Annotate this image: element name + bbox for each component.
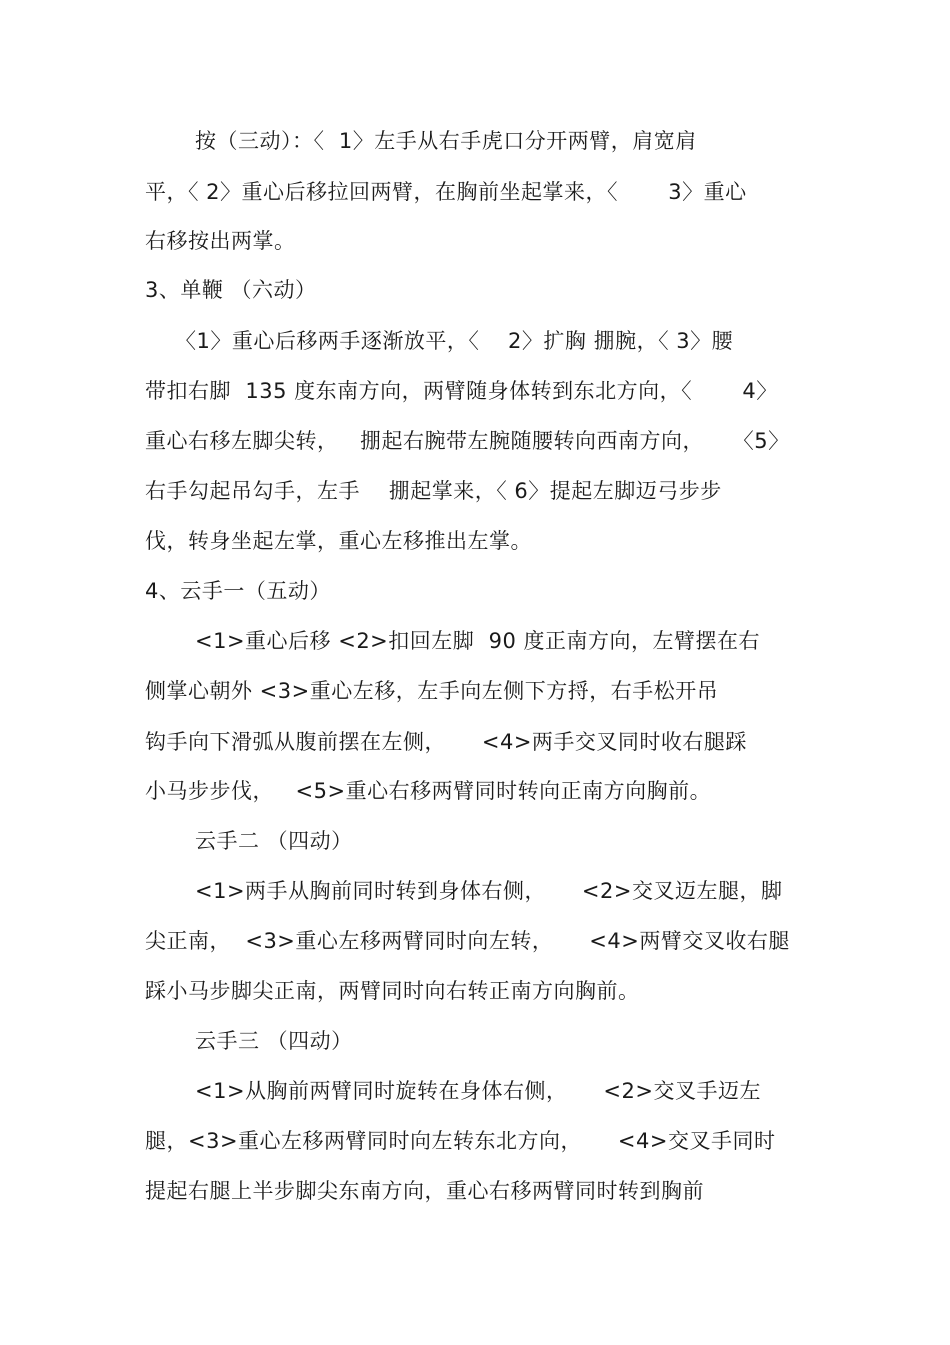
text-line-8: 右手勾起吊勾手，左手 掤起掌来，〈 6〉提起左脚迈弓步步 (145, 479, 722, 503)
text-line-20: <1>从胸前两臂同时旋转在身体右侧， <2>交叉手迈左 (195, 1079, 761, 1103)
text-line-11: <1>重心后移 <2>扣回左脚 90 度正南方向，左臂摆在右 (195, 629, 761, 653)
text-line-2: 平，〈 2〉重心后移拉回两臂，在胸前坐起掌来，〈 3〉重心 (145, 180, 747, 204)
text-line-12: 侧掌心朝外 <3>重心左移，左手向左侧下方捋，右手松开吊 (145, 679, 719, 703)
text-line-22: 提起右腿上半步脚尖东南方向，重心右移两臂同时转到胸前 (145, 1179, 704, 1203)
section-heading-single-whip: 3、单鞭 （六动） (145, 278, 317, 302)
text-line-17: 尖正南， <3>重心左移两臂同时向左转， <4>两臂交叉收右腿 (145, 929, 790, 953)
text-line-6: 带扣右脚 135 度东南方向，两臂随身体转到东北方向，〈 4〉 (145, 379, 778, 403)
section-heading-cloud-hands-2: 云手二 （四动） (195, 829, 353, 853)
text-line-13: 钩手向下滑弧从腹前摆在左侧， <4>两手交叉同时收右腿踩 (145, 730, 747, 754)
text-line-16: <1>两手从胸前同时转到身体右侧， <2>交叉迈左腿，脚 (195, 879, 783, 903)
text-line-3: 右移按出两掌。 (145, 229, 296, 253)
text-line-5: 〈1〉重心后移两手逐渐放平，〈 2〉扩胸 掤腕，〈 3〉腰 (175, 329, 734, 353)
section-heading-cloud-hands-1: 4、云手一（五动） (145, 579, 331, 603)
text-line-14: 小马步步伐， <5>重心右移两臂同时转向正南方向胸前。 (145, 779, 712, 803)
text-line-21: 腿，<3>重心左移两臂同时向左转东北方向， <4>交叉手同时 (145, 1129, 776, 1153)
text-line-18: 踩小马步脚尖正南，两臂同时向右转正南方向胸前。 (145, 979, 640, 1003)
text-line-9: 伐，转身坐起左掌，重心左移推出左掌。 (145, 529, 532, 553)
text-line-1: 按（三动）：〈 1〉左手从右手虎口分开两臂，肩宽肩 (195, 129, 697, 153)
text-line-7: 重心右移左脚尖转， 掤起右腕带左腕随腰转向西南方向， 〈5〉 (145, 429, 790, 453)
section-heading-cloud-hands-3: 云手三 （四动） (195, 1029, 353, 1053)
